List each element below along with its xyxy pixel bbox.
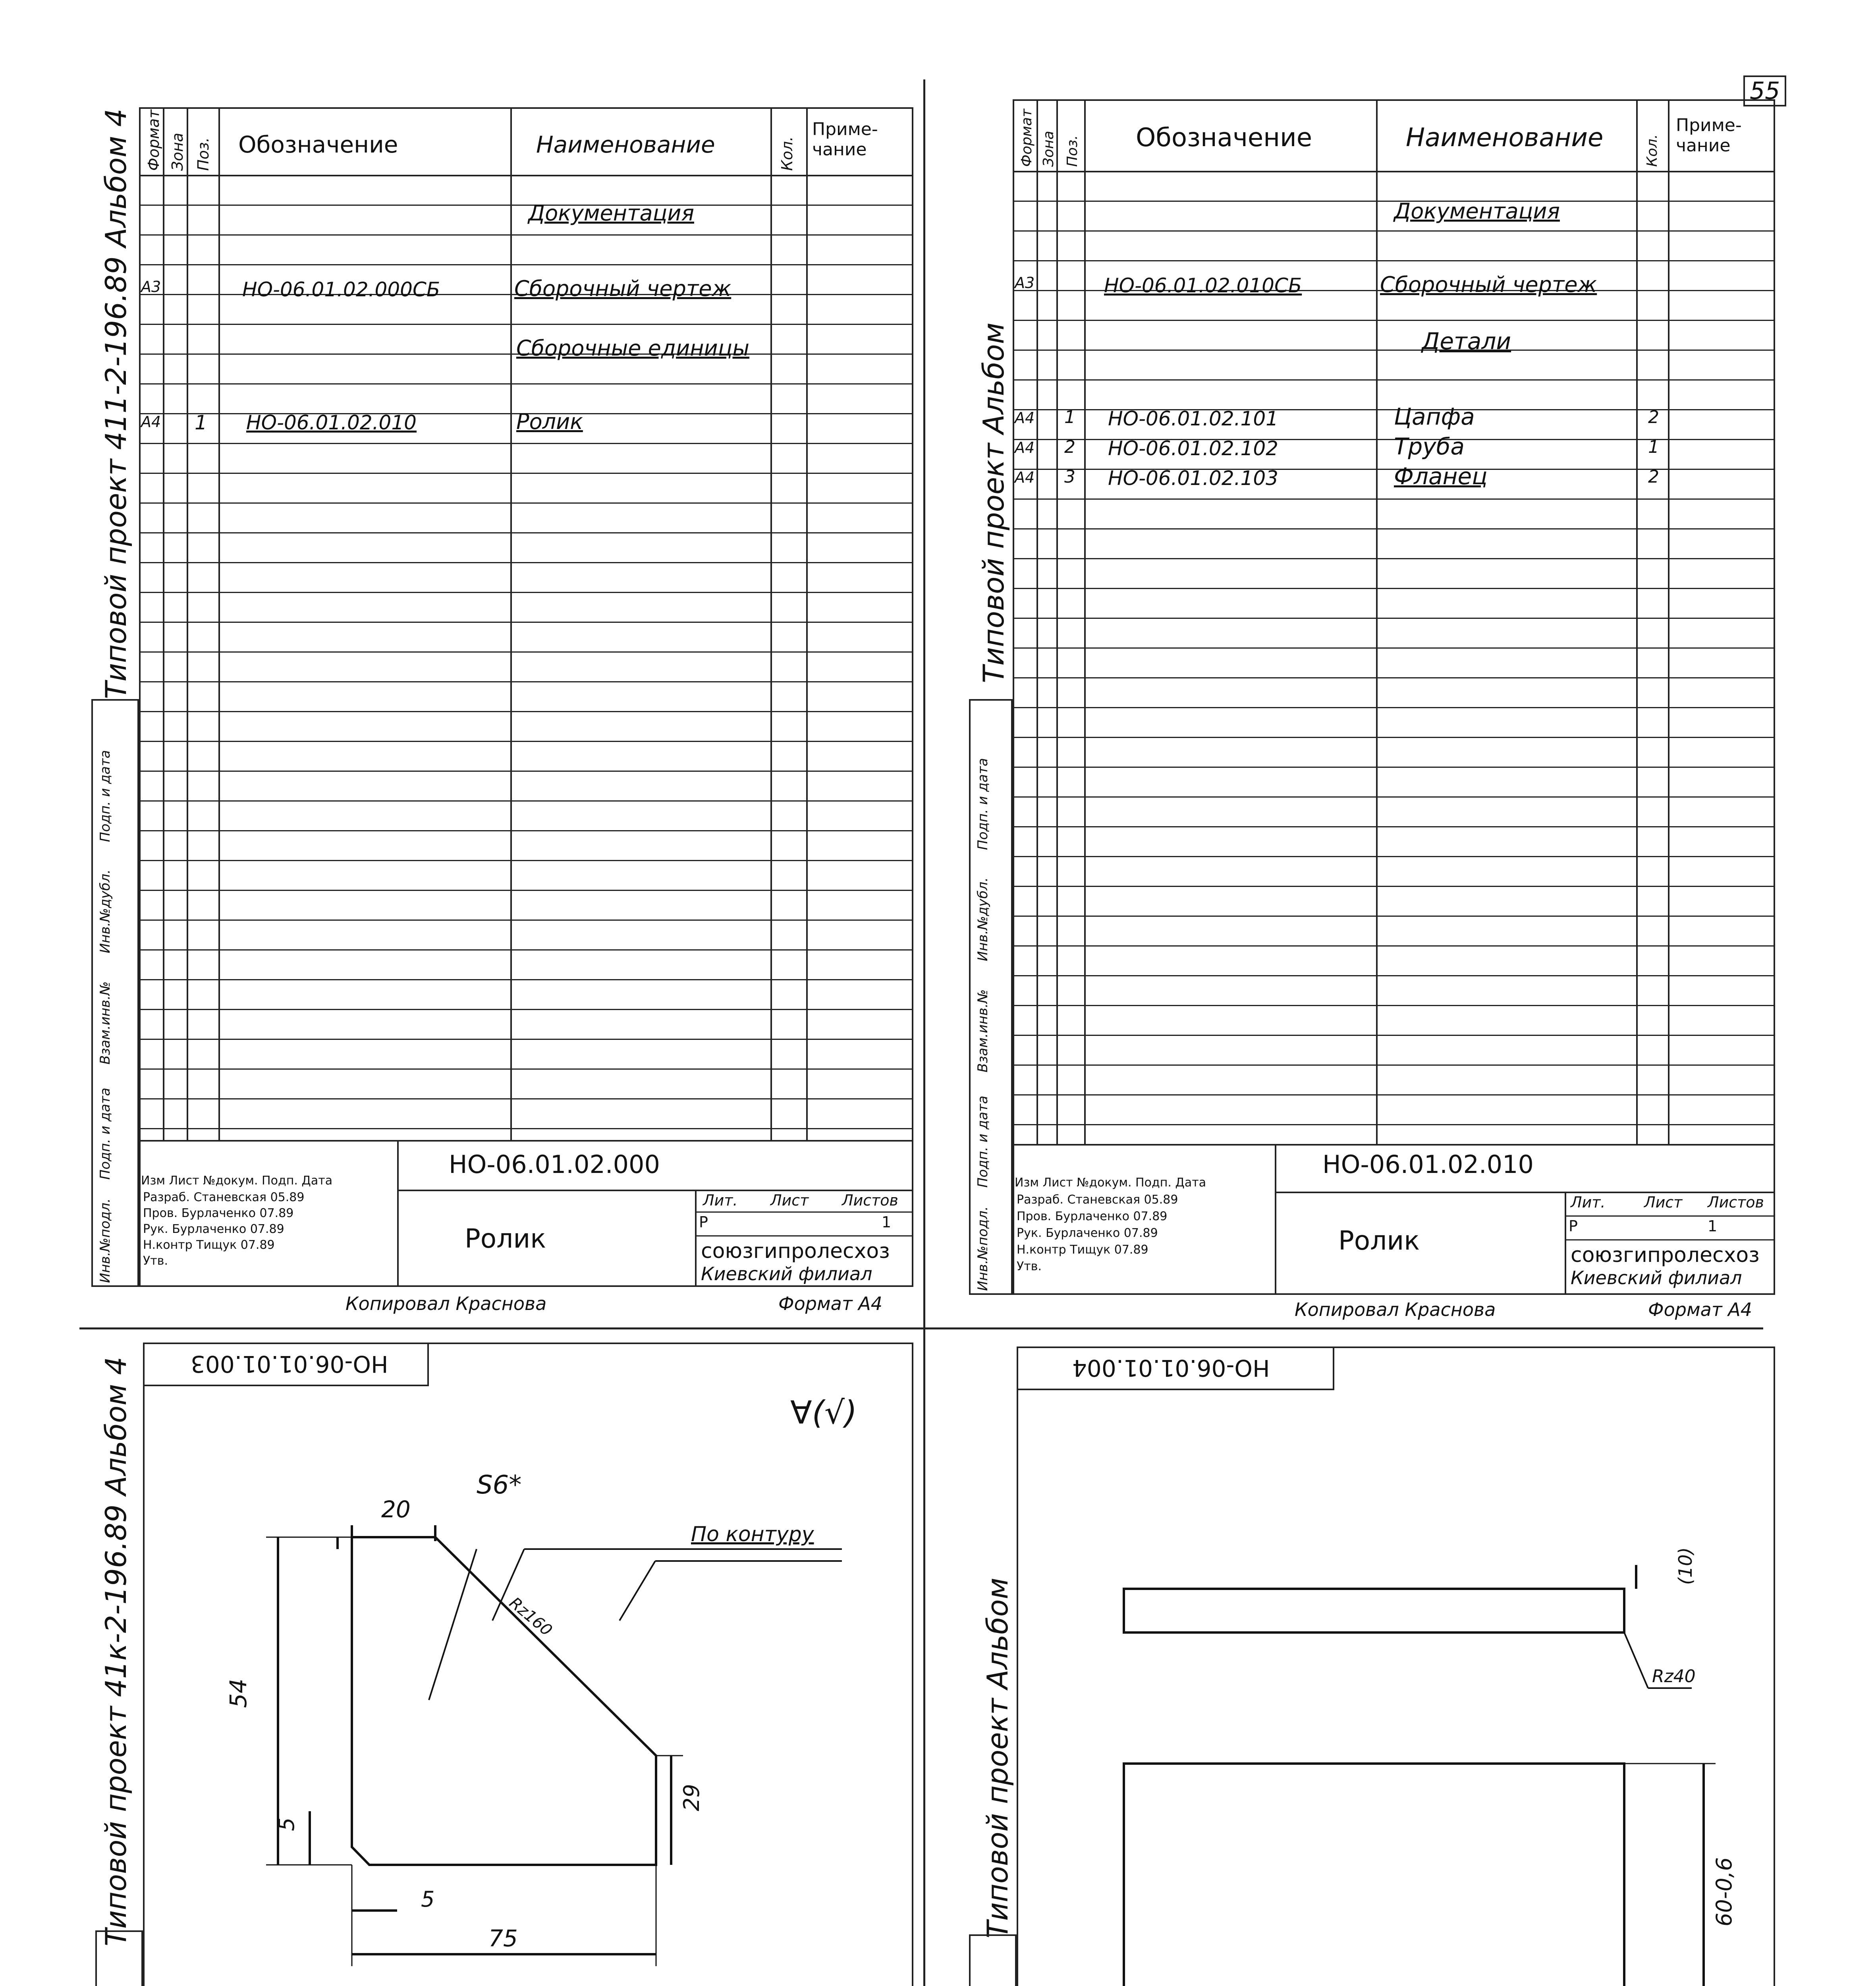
stamp-sheets-header: Листов [1708,1194,1764,1211]
person-role: Утв. [1017,1260,1042,1273]
row-5-qty: 2 [1648,467,1659,487]
person-role: Рук. [1017,1226,1042,1240]
header-zone: Зона [1040,131,1057,167]
stamp-lit-header: Лит. [1571,1194,1606,1211]
roughness-mark: ∀(√) [790,1394,857,1431]
stamp-people [143,1190,304,1269]
row-5-pos: 3 [1064,467,1075,487]
stamp-code: НО-06.01.02.010 [1322,1150,1534,1179]
horizontal-divider [79,1327,1763,1329]
role-1: Лист [169,1174,199,1188]
row-5-name: Фланец [1394,463,1488,490]
person-name: Бурлаченко [1046,1226,1120,1240]
dim-thickness: S6* [477,1470,522,1500]
dim-right: 29 [679,1784,704,1811]
row-2-name: Сборочные единицы [516,336,750,361]
person-date: 07.89 [1114,1243,1148,1257]
side-stamp-2: Взам.инв.№ [975,989,991,1072]
row-1-designation: НО-06.01.02.010СБ [1104,274,1302,297]
person-role: Разраб. [1017,1193,1063,1207]
role-0: Изм [1015,1176,1039,1190]
row-3-name: Цапфа [1394,403,1475,430]
footer-format: Формат А4 [778,1293,882,1314]
page-number: 55 [1743,75,1786,106]
stamp-people [1017,1192,1178,1275]
header-format: Формат [1019,108,1035,167]
side-stamp-4: Подп. и дата [975,758,991,850]
person-role: Пров. [1017,1209,1052,1223]
base-side-view [1124,1589,1624,1632]
row-0-name: Документация [528,201,694,226]
footer-format: Формат А4 [1648,1299,1752,1320]
role-1: Лист [1042,1176,1073,1190]
side-stamp-3: Инв.№дубл. [97,869,113,953]
role-0: Изм [141,1174,166,1188]
row-5-format: А4 [1015,469,1035,486]
stamp-lit-header: Лит. [703,1192,738,1209]
person-role: Н.контр [1017,1243,1066,1257]
person-date: 05.89 [270,1190,305,1204]
stamp-sheets-header: Листов [842,1192,898,1209]
dim-chamfer: 5 [274,1817,299,1831]
row-1-format: А3 [141,278,161,296]
header-pos: Поз. [1064,135,1081,167]
person-date: 05.89 [1144,1193,1178,1207]
stamp-title: Ролик [1338,1225,1420,1256]
side-stamp-1: Подп. и дата [975,1095,991,1188]
stamp-lit-value: Р [1569,1217,1578,1235]
side-stamp-4: Подп. и дата [97,750,113,842]
role-4: Дата [1175,1176,1206,1190]
person-name: Станевская [193,1190,267,1204]
person-role: Утв. [143,1254,168,1268]
side-label: Типовой проект Альбом [981,1578,1014,1938]
role-2: №докум. [1077,1176,1132,1190]
corner-code: НО-06.01.01.003 [191,1350,388,1377]
header-name: Наименование [536,131,715,158]
person-name: Бурлаченко [1055,1209,1129,1223]
footer-copied: Копировал Краснова [1295,1299,1496,1320]
side-stamp-column [95,1930,143,1986]
part-drawing-rib [222,1470,842,1966]
role-4: Дата [301,1174,333,1188]
row-3-format: А4 [1015,409,1035,427]
person-date: 07.89 [259,1206,294,1220]
row-1-designation: НО-06.01.02.000СБ [242,278,440,301]
dim-rough: Rz160 [506,1594,556,1640]
header-pos: Поз. [195,137,212,171]
side-stamp-0: Инв.№подл. [975,1206,991,1291]
side-stamp-0: Инв.№подл. [97,1198,113,1283]
row-1-name: Сборочный чертеж [514,276,731,301]
part-drawing-base [1072,1529,1747,1986]
row-1-name: Сборочный чертеж [1380,272,1597,297]
person-name: Бурлаченко [181,1206,256,1220]
side-stamp-1: Подп. и дата [97,1088,113,1180]
role-2: №докум. [203,1174,258,1188]
row-0-name: Документация [1394,199,1560,224]
stamp-sheets-value: 1 [882,1213,892,1231]
header-qty: Кол. [778,136,796,171]
side-stamp-2: Взам.инв.№ [97,981,113,1064]
person-date: 07.89 [240,1238,275,1252]
stamp-title: Ролик [465,1223,546,1254]
dim-height: 60-0,6 [1712,1857,1737,1926]
header-zone: Зона [169,133,186,171]
stamp-roles [141,1174,332,1188]
row-3-pos: 1 [195,411,207,434]
person-date: 07.89 [250,1222,284,1236]
header-format: Формат [145,109,162,171]
row-4-qty: 1 [1648,437,1659,457]
dim-height: 54 [225,1679,252,1708]
stamp-org-2: Киевский филиал [1571,1267,1742,1289]
vertical-divider [923,79,925,1986]
row-4-designation: НО-06.01.02.102 [1108,437,1278,460]
stamp-sheet-header: Лист [1644,1194,1683,1211]
row-3-qty: 2 [1648,407,1659,427]
row-4-pos: 2 [1064,437,1075,457]
person-role: Пров. [143,1206,178,1220]
row-2-name: Детали [1422,328,1511,355]
stamp-org-2: Киевский филиал [701,1263,872,1285]
row-4-format: А4 [1015,439,1035,456]
corner-code: НО-06.01.01.004 [1072,1354,1270,1381]
footer-copied: Копировал Краснова [345,1293,547,1314]
person-role: Н.контр [143,1238,193,1252]
dim-contour: По контуру [691,1522,814,1546]
person-name: Бурлаченко [172,1222,247,1236]
person-role: Разраб. [143,1190,190,1204]
dim-top: 20 [381,1496,411,1523]
row-3-designation: НО-06.01.02.101 [1108,407,1278,430]
stamp-lit-value: Р [699,1213,708,1231]
header-designation: Обозначение [238,131,398,158]
header-note: Приме-чание [812,119,878,160]
person-name: Тищук [1070,1243,1111,1257]
stamp-sheet-header: Лист [770,1192,809,1209]
dim-bottom-small: 5 [421,1887,435,1912]
side-label: Типовой проект Альбом [977,323,1010,683]
stamp-sheets-value: 1 [1708,1217,1718,1235]
row-3-format: А4 [141,413,161,431]
dim-rough: Rz40 [1652,1666,1696,1687]
side-stamp-3: Инв.№дубл. [975,877,991,961]
person-date: 07.89 [1123,1226,1158,1240]
row-4-name: Труба [1394,433,1465,460]
stamp-org-1: союзгипролесхоз [701,1239,890,1263]
stamp-code: НО-06.01.02.000 [449,1150,660,1179]
side-stamp-column [969,1934,1017,1986]
row-1-format: А3 [1015,274,1035,292]
side-label: Типовой проект 411-2-196.89 Альбом 4 [99,108,133,699]
header-name: Наименование [1406,123,1604,153]
row-3-pos: 1 [1064,407,1075,427]
dim-thickness: (10) [1675,1547,1696,1585]
person-name: Тищук [196,1238,237,1252]
base-plan-view [1124,1764,1624,1986]
row-3-designation: НО-06.01.02.010 [246,411,417,434]
person-date: 07.89 [1133,1209,1168,1223]
header-designation: Обозначение [1136,123,1312,153]
person-name: Станевская [1067,1193,1141,1207]
role-3: Подп. [1135,1176,1172,1190]
header-qty: Кол. [1644,134,1660,167]
dim-bottom: 75 [488,1925,518,1952]
role-3: Подп. [262,1174,298,1188]
rib-outline [352,1537,656,1865]
stamp-org-1: союзгипролесхоз [1571,1243,1760,1267]
row-5-designation: НО-06.01.02.103 [1108,467,1278,490]
header-note: Приме-чание [1676,115,1742,156]
row-3-name: Ролик [516,409,583,434]
side-label: Типовой проект 41к-2-196.89 Альбом 4 [99,1356,133,1946]
person-role: Рук. [143,1222,168,1236]
stamp-roles [1015,1176,1206,1190]
